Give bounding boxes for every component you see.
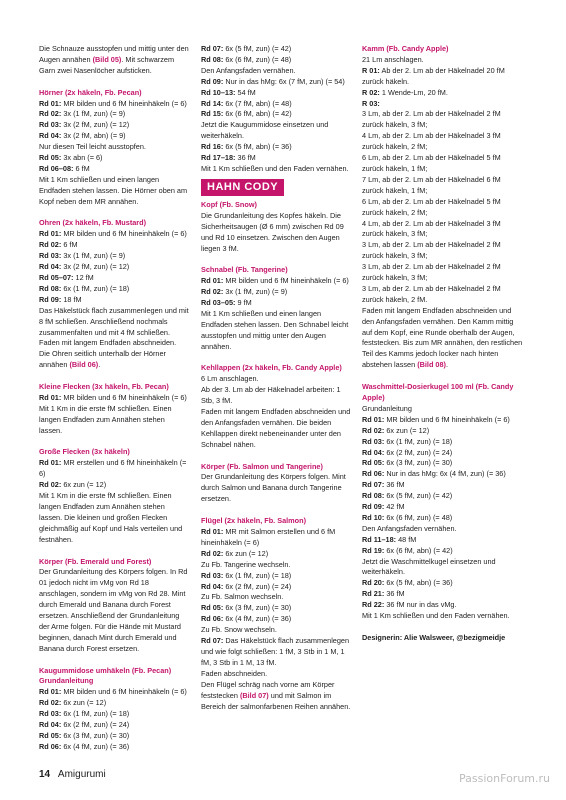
section-heading: Kamm (Fb. Candy Apple) bbox=[362, 44, 449, 53]
spacer bbox=[39, 208, 189, 219]
text-run: Der Grundanleitung des Körpers folgen. Mint durch Salmon und Banana durch Tangerine ersetzen. bbox=[201, 472, 346, 504]
text-run: Den Anfangsfaden vernähen. bbox=[201, 65, 296, 75]
round-instruction bbox=[362, 437, 524, 448]
round-text: 6x (6 fM, abn) (= 42) bbox=[386, 545, 453, 555]
round-label: Rd 01: bbox=[39, 229, 62, 239]
round-instruction bbox=[201, 287, 351, 298]
body-text bbox=[39, 567, 189, 654]
section-heading: Kaugummidose umhäkeln (Fb. Pecan) Grundanleitung bbox=[39, 665, 172, 686]
round-label: Rd 05: bbox=[39, 153, 62, 163]
round-text: 6x (1 fM, zun) (= 18) bbox=[63, 283, 130, 293]
spacer bbox=[39, 655, 189, 666]
round-label: Rd 08: bbox=[201, 54, 224, 64]
body-text bbox=[362, 557, 524, 579]
body-text bbox=[201, 472, 351, 505]
round-instruction bbox=[362, 415, 524, 426]
round-instruction bbox=[201, 614, 351, 625]
round-text: 3x (2 fM, zun) (= 12) bbox=[63, 262, 130, 272]
round-label: R 03: bbox=[362, 98, 380, 108]
round-text: 36 fM bbox=[237, 153, 256, 163]
round-label: R 01: bbox=[362, 65, 380, 75]
body-text bbox=[362, 404, 524, 415]
text-run: 3 Lm, ab der 2. Lm ab der Häkelnadel 2 fM zurück häkeln, 3 fM; bbox=[362, 240, 501, 261]
column-middle bbox=[201, 44, 351, 712]
round-label: Rd 04: bbox=[362, 447, 385, 457]
round-instruction bbox=[201, 276, 351, 287]
round-instruction bbox=[201, 44, 351, 55]
round-label: R 02: bbox=[362, 87, 380, 97]
round-text: 36 fM bbox=[386, 589, 405, 599]
text-run: Faden mit langem Endfaden abschneiden und den Anfangsfaden vernähen. Die beiden Kehllappen direkt nebeneinander unter den Schnabel nähen. bbox=[201, 407, 351, 449]
round-instruction bbox=[362, 589, 524, 600]
round-instruction bbox=[362, 448, 524, 459]
round-text: 3x (1 fM, zun) (= 9) bbox=[63, 109, 126, 119]
round-text: 6 fM bbox=[75, 163, 90, 173]
round-label: Rd 06: bbox=[39, 741, 62, 751]
body-text bbox=[201, 680, 351, 713]
body-text bbox=[39, 175, 189, 208]
round-label: Rd 09: bbox=[39, 294, 62, 304]
text-run: Den Anfangsfaden vernähen. bbox=[362, 523, 457, 533]
text-run: 21 Lm anschlagen. bbox=[362, 54, 424, 64]
body-text bbox=[39, 491, 189, 546]
round-label: Rd 10–13: bbox=[201, 87, 236, 97]
round-text: 6x (3 fM, zun) (= 30) bbox=[225, 603, 292, 613]
spacer bbox=[39, 77, 189, 88]
round-instruction bbox=[201, 582, 351, 593]
round-label: Rd 04: bbox=[39, 720, 62, 730]
round-instruction bbox=[39, 698, 189, 709]
round-instruction bbox=[362, 66, 524, 88]
designer-credit: Designerin: Alie Walsweer, @bezigmeidje bbox=[362, 632, 506, 642]
body-text bbox=[201, 407, 351, 451]
round-instruction bbox=[362, 469, 524, 480]
round-label: Rd 02: bbox=[201, 548, 224, 558]
round-label: Rd 07: bbox=[201, 44, 224, 53]
column-left bbox=[39, 44, 189, 753]
round-instruction bbox=[39, 109, 189, 120]
text-run: 7 Lm, ab der 2. Lm ab der Häkelnadel 6 fM zurück häkeln, 1 fM; bbox=[362, 174, 501, 195]
text-run: und mit Salmon im Bereich der salmonfarbenen Reihen annähen. bbox=[201, 690, 351, 711]
round-instruction bbox=[201, 55, 351, 66]
round-text: 6x (2 fM, zun) (= 24) bbox=[225, 581, 292, 591]
figure-reference: (Bild 06) bbox=[69, 360, 99, 370]
text-run: Zu Fb. Tangerine wechseln. bbox=[201, 559, 291, 569]
round-label: Rd 04: bbox=[39, 131, 62, 141]
round-label: Rd 02: bbox=[39, 698, 62, 708]
round-label: Rd 05: bbox=[362, 458, 385, 468]
round-instruction bbox=[39, 458, 189, 480]
section-heading: Flügel (2x häkeln, Fb. Salmon) bbox=[201, 516, 307, 526]
round-instruction bbox=[201, 603, 351, 614]
round-instruction bbox=[39, 131, 189, 142]
round-text: 6x (5 fM, zun) (= 42) bbox=[225, 44, 292, 53]
round-text: 6x (5 fM, zun) (= 42) bbox=[386, 491, 453, 501]
round-label: Rd 02: bbox=[39, 109, 62, 119]
round-label: Rd 06–08: bbox=[39, 163, 74, 173]
round-text: 3x (1 fM, zun) (= 9) bbox=[63, 251, 126, 261]
body-text bbox=[201, 164, 351, 175]
body-text bbox=[201, 560, 351, 571]
round-text: 48 fM bbox=[398, 534, 417, 544]
round-label: Rd 08: bbox=[362, 491, 385, 501]
round-label: Rd 01: bbox=[201, 527, 224, 536]
round-text: 6x (3 fM, zun) (= 30) bbox=[386, 458, 453, 468]
round-label: Rd 09: bbox=[362, 502, 385, 512]
round-label: Rd 02: bbox=[201, 287, 224, 297]
round-instruction bbox=[362, 600, 524, 611]
round-label: Rd 19: bbox=[362, 545, 385, 555]
round-label: Rd 01: bbox=[39, 458, 62, 468]
round-instruction bbox=[39, 240, 189, 251]
body-text bbox=[201, 625, 351, 636]
page-footer bbox=[39, 769, 106, 780]
spacer bbox=[39, 437, 189, 448]
spacer bbox=[201, 353, 351, 364]
round-text: 6x (4 fM, zun) (= 36) bbox=[63, 741, 130, 751]
round-label: Rd 14: bbox=[201, 98, 224, 108]
spacer bbox=[362, 622, 524, 633]
section-heading: Körper (Fb. Emerald und Forest) bbox=[39, 556, 152, 566]
body-text bbox=[362, 262, 524, 284]
magazine-name: Amigurumi bbox=[57, 769, 106, 780]
round-label: Rd 05–07: bbox=[39, 273, 74, 282]
round-text: 6x (6 fM, abn) (= 42) bbox=[225, 109, 292, 119]
round-label: Rd 03: bbox=[39, 120, 62, 130]
round-text: MR bilden und 6 fM hineinhäkeln (= 6) bbox=[63, 229, 187, 239]
round-text: MR mit Salmon erstellen und 6 fM hineinhäkeln (= 6) bbox=[201, 527, 336, 547]
round-label: Rd 02: bbox=[39, 480, 62, 490]
round-text: MR bilden und 6 fM hineinhäkeln (= 6) bbox=[63, 687, 187, 697]
body-text bbox=[201, 669, 351, 680]
text-run: Den Flügel schräg nach vorne am Körper feststecken bbox=[201, 679, 335, 700]
round-label: Rd 01: bbox=[39, 687, 62, 697]
round-instruction bbox=[362, 480, 524, 491]
round-instruction bbox=[362, 491, 524, 502]
round-text: 3x abn (= 6) bbox=[63, 153, 103, 163]
text-run: Mit 1 Km in die erste fM schließen. Einen langen Endfaden zum Annähen stehen lassen. Die kleinen und großen Flecken gleichmäßig auf Kopf und Hals verteilen und festnähen. bbox=[39, 491, 183, 544]
round-text: 12 fM bbox=[75, 273, 94, 282]
body-text bbox=[201, 309, 351, 353]
text-run: Faden mit langem Endfaden abschneiden und den Anfangsfaden vernähen. Den Kamm mittig auf dem Kopf, eine Runde oberhalb der Augen, feststecken. Bis zum MR annähen, den restlichen Teil des Kamms jedoch locker nach hinten abstehen lassen bbox=[362, 305, 523, 370]
round-text: MR bilden und 6 fM hineinhäkeln (= 6) bbox=[63, 98, 187, 108]
section-heading: Kopf (Fb. Snow) bbox=[201, 199, 257, 209]
body-text bbox=[362, 131, 524, 153]
body-text bbox=[201, 66, 351, 77]
body-text bbox=[362, 153, 524, 175]
round-instruction bbox=[39, 393, 189, 404]
body-text bbox=[362, 524, 524, 535]
body-text bbox=[201, 211, 351, 255]
round-text: 6x (3 fM, zun) (= 30) bbox=[63, 731, 130, 740]
body-text bbox=[201, 592, 351, 603]
round-instruction bbox=[39, 251, 189, 262]
text-run: 4 Lm, ab der 2. Lm ab der Häkelnadel 3 fM zurück häkeln, 2 fM; bbox=[362, 131, 501, 152]
round-instruction bbox=[201, 153, 351, 164]
round-text: 54 fM bbox=[237, 87, 256, 97]
body-text bbox=[362, 611, 524, 622]
round-label: Rd 20: bbox=[362, 578, 385, 588]
text-run: Mit 1 Km schließen und einen langen Endfaden stehen lassen. Die Hörner oben am Kopf neben dem MR annähen. bbox=[39, 174, 188, 206]
body-text bbox=[362, 197, 524, 219]
round-instruction bbox=[201, 636, 351, 669]
round-instruction bbox=[201, 99, 351, 110]
text-run: 4 Lm, ab der 2. Lm ab der Häkelnadel 3 fM zurück häkeln, 3 fM; bbox=[362, 218, 501, 239]
round-label: Rd 21: bbox=[362, 589, 385, 599]
round-instruction bbox=[201, 549, 351, 560]
round-label: Rd 05: bbox=[39, 731, 62, 740]
round-text: Nur in das hMg: 6x (4 fM, zun) (= 36) bbox=[386, 469, 506, 479]
text-run: 6 Lm, ab der 2. Lm ab der Häkelnadel 5 fM zurück häkeln, 2 fM; bbox=[362, 196, 501, 217]
round-instruction bbox=[201, 88, 351, 99]
round-label: Rd 16: bbox=[201, 142, 224, 152]
round-label: Rd 11–18: bbox=[362, 534, 397, 544]
round-instruction bbox=[39, 262, 189, 273]
round-text: 36 fM nur in das vMg. bbox=[386, 600, 457, 610]
body-text bbox=[362, 109, 524, 131]
round-text: MR bilden und 6 fM hineinhäkeln (= 6) bbox=[386, 414, 510, 424]
round-instruction bbox=[362, 513, 524, 524]
body-text bbox=[201, 385, 351, 407]
round-text: Ab der 2. Lm ab der Häkelnadel 20 fM zurück häkeln. bbox=[362, 65, 505, 86]
section-heading: Hörner (2x häkeln, Fb. Pecan) bbox=[39, 87, 142, 97]
round-instruction bbox=[39, 720, 189, 731]
round-text: 9 fM bbox=[237, 298, 252, 308]
text-run: Ab der 3. Lm ab der Häkelnadel arbeiten: 1 Stb, 3 fM. bbox=[201, 385, 341, 406]
figure-reference: (Bild 05) bbox=[92, 54, 122, 64]
round-instruction bbox=[201, 298, 351, 309]
text-run: Der Grundanleitung des Körpers folgen. In Rd 01 jedoch nicht im vMg von Rd 18 anschlagen, sondern im vMg von Rd 28. Mint durch Emerald und Banana durch Forest ersetzen. Anschließend der Grundanleitung der Arme folgen. Für die Hände mit Mustard beginnen, danach Mint durch Emerald und Banana durch Forest ersetzen. bbox=[39, 567, 188, 653]
round-instruction bbox=[39, 99, 189, 110]
round-instruction bbox=[362, 535, 524, 546]
spacer bbox=[39, 371, 189, 382]
section-heading: Waschmittel-Dosierkugel 100 ml (Fb. Candy Apple) bbox=[362, 382, 514, 402]
text-run: . bbox=[98, 360, 101, 370]
body-text bbox=[362, 284, 524, 306]
text-run: Mit 1 Km schließen und den Faden vernähen. bbox=[362, 611, 510, 621]
round-label: Rd 01: bbox=[362, 414, 385, 424]
text-run: Das Häkelstück flach zusammenlegen und mit 8 fM schließen. Anschließend nochmals zusammenfalten und mit 4 fM schließen. Faden mit langem Endfaden abschneiden. Die Ohren seitlich unterhalb der Hörner annähen bbox=[39, 305, 189, 370]
round-label: Rd 01: bbox=[39, 392, 62, 402]
body-text bbox=[362, 240, 524, 262]
round-label: Rd 02: bbox=[362, 425, 385, 435]
body-text bbox=[362, 306, 524, 371]
text-run: Zu Fb. Salmon wechseln. bbox=[201, 592, 284, 602]
round-label: Rd 03: bbox=[201, 570, 224, 580]
round-text: 6x zun (= 12) bbox=[225, 548, 269, 558]
section-heading: Kleine Flecken (3x häkeln, Fb. Pecan) bbox=[39, 382, 169, 392]
section-heading: Schnabel (Fb. Tangerine) bbox=[201, 265, 288, 275]
section-banner: HAHN CODY bbox=[201, 179, 284, 196]
text-run: Mit 1 Km in die erste fM schließen. Einen langen Endfaden zum Annähen stehen lassen. bbox=[39, 403, 172, 435]
round-text: 6x zun (= 12) bbox=[63, 480, 107, 490]
round-label: Rd 03: bbox=[39, 251, 62, 261]
round-instruction bbox=[39, 153, 189, 164]
text-run: Faden abschneiden. bbox=[201, 668, 268, 678]
round-label: Rd 10: bbox=[362, 512, 385, 522]
round-text: 6x (2 fM, zun) (= 24) bbox=[63, 720, 130, 730]
round-text: Nur in das hMg: 6x (7 fM, zun) (= 54) bbox=[225, 76, 345, 86]
round-label: Rd 06: bbox=[362, 469, 385, 479]
round-label: Rd 04: bbox=[201, 581, 224, 591]
round-instruction bbox=[201, 77, 351, 88]
round-text: 6x (5 fM, abn) (= 36) bbox=[225, 142, 292, 152]
round-text: 6x zun (= 12) bbox=[386, 425, 430, 435]
round-text: 42 fM bbox=[386, 502, 405, 512]
text-run: Zu Fb. Snow wechseln. bbox=[201, 625, 277, 635]
section-heading: Große Flecken (3x häkeln) bbox=[39, 447, 130, 457]
text-run: . Mit schwarzem Garn zwei Nasenlöcher aufsticken. bbox=[39, 54, 175, 75]
body-text bbox=[39, 44, 189, 77]
figure-reference: (Bild 07) bbox=[239, 690, 269, 700]
round-label: Rd 03: bbox=[362, 436, 385, 446]
section-heading: Kehllappen (2x häkeln, Fb. Candy Apple) bbox=[201, 363, 342, 373]
round-instruction bbox=[39, 742, 189, 753]
round-instruction bbox=[201, 142, 351, 153]
body-text bbox=[362, 219, 524, 241]
round-label: Rd 17–18: bbox=[201, 153, 236, 163]
text-run: Mit 1 Km schließen und einen langen Endfaden stehen lassen. Den Schnabel leicht ausstopfen und mittig unter den Augen annähen. bbox=[201, 308, 349, 351]
round-instruction bbox=[362, 546, 524, 557]
round-label: Rd 04: bbox=[39, 262, 62, 272]
round-label: Rd 07: bbox=[362, 480, 385, 490]
text-run: Nur diesen Teil leicht ausstopfen. bbox=[39, 142, 146, 152]
round-instruction bbox=[39, 731, 189, 742]
text-run: Die Schnauze ausstopfen und mittig unter den Augen annähen bbox=[39, 44, 189, 64]
round-label: Rd 07: bbox=[201, 636, 224, 646]
round-text: 3x (1 fM, zun) (= 9) bbox=[225, 287, 288, 297]
text-run: . bbox=[445, 360, 449, 370]
round-label: Rd 03: bbox=[39, 709, 62, 719]
round-text: 6x (2 fM, zun) (= 24) bbox=[386, 447, 453, 457]
watermark: PassionForum.ru bbox=[459, 772, 550, 785]
round-instruction bbox=[362, 426, 524, 437]
text-run: Jetzt die Kaugummidose einsetzen und weiterhäkeln. bbox=[201, 120, 329, 141]
round-text: 6x (4 fM, zun) (= 36) bbox=[225, 614, 292, 624]
spacer bbox=[201, 505, 351, 516]
figure-reference: (Bild 08) bbox=[417, 360, 446, 370]
round-instruction bbox=[39, 120, 189, 131]
round-text: 6x (1 fM, zun) (= 18) bbox=[225, 570, 292, 580]
round-instruction bbox=[39, 229, 189, 240]
round-instruction bbox=[39, 273, 189, 284]
round-label: Rd 15: bbox=[201, 109, 224, 119]
round-instruction bbox=[39, 164, 189, 175]
round-label: Rd 03–05: bbox=[201, 298, 236, 308]
round-label: Rd 01: bbox=[201, 276, 224, 286]
round-text: 6x (7 fM, abn) (= 48) bbox=[225, 98, 292, 108]
round-instruction bbox=[39, 687, 189, 698]
text-run: 3 Lm, ab der 2. Lm ab der Häkelnadel 2 fM zurück häkeln, 3 fM; bbox=[362, 262, 501, 283]
round-instruction bbox=[362, 99, 524, 110]
round-instruction bbox=[39, 295, 189, 306]
body-text bbox=[39, 404, 189, 437]
round-instruction bbox=[201, 571, 351, 582]
round-label: Rd 09: bbox=[201, 76, 224, 86]
text-run: Jetzt die Waschmittelkugel einsetzen und weiterhäkeln. bbox=[362, 556, 496, 577]
spacer bbox=[39, 546, 189, 557]
round-instruction bbox=[201, 109, 351, 120]
round-text: 6 fM bbox=[63, 240, 78, 250]
round-text: 6x (1 fM, zun) (= 18) bbox=[63, 709, 130, 719]
round-text: 6x zun (= 12) bbox=[63, 698, 107, 708]
round-text: 6x (1 fM, zun) (= 18) bbox=[386, 436, 453, 446]
body-text bbox=[362, 55, 524, 66]
round-text: 6x (5 fM, abn) (= 36) bbox=[386, 578, 453, 588]
spacer bbox=[362, 371, 524, 382]
body-text bbox=[39, 142, 189, 153]
round-instruction bbox=[362, 88, 524, 99]
round-label: Rd 08: bbox=[39, 283, 62, 293]
round-text: Das Häkelstück flach zusammenlegen und wie folgt schließen: 1 fM, 3 Stb in 1 M, 1 fM, 3 Stb in 1 M, 13 fM. bbox=[201, 636, 350, 667]
round-instruction bbox=[39, 480, 189, 491]
round-text: 18 fM bbox=[63, 294, 82, 304]
round-text: 3x (2 fM, abn) (= 9) bbox=[63, 131, 126, 141]
round-instruction bbox=[362, 458, 524, 469]
round-label: Rd 05: bbox=[201, 603, 224, 613]
round-text: 6x (6 fM, zun) (= 48) bbox=[386, 512, 453, 522]
round-text: 3x (2 fM, zun) (= 12) bbox=[63, 120, 130, 130]
round-instruction bbox=[362, 578, 524, 589]
round-instruction bbox=[39, 284, 189, 295]
round-label: Rd 01: bbox=[39, 98, 62, 108]
text-run: 3 Lm, ab der 2. Lm ab der Häkelnadel 2 fM zurück häkeln, 2 fM. bbox=[362, 283, 501, 304]
round-instruction bbox=[39, 709, 189, 720]
round-text: 1 Wende-Lm, 20 fM. bbox=[381, 87, 448, 97]
section-heading: Körper (Fb. Salmon und Tangerine) bbox=[201, 461, 323, 471]
round-instruction bbox=[201, 527, 351, 549]
body-text bbox=[201, 120, 351, 142]
round-text: MR erstellen und 6 fM hineinhäkeln (= 6) bbox=[39, 458, 187, 479]
text-run: 3 Lm, ab der 2. Lm ab der Häkelnadel 2 fM zurück häkeln, 3 fM; bbox=[362, 109, 501, 130]
spacer bbox=[201, 254, 351, 265]
section-heading: Ohren (2x häkeln, Fb. Mustard) bbox=[39, 218, 147, 228]
text-run: Die Grundanleitung des Kopfes häkeln. Die Sicherheitsaugen (Ø 6 mm) zwischen Rd 09 und Rd 10 einsetzen. Zwischen den Augen liegen 3 fM. bbox=[201, 210, 344, 253]
spacer bbox=[201, 451, 351, 462]
text-run: Mit 1 Km schließen und den Faden vernähen. bbox=[201, 163, 349, 173]
page-number: 14 bbox=[39, 769, 51, 780]
body-text bbox=[39, 306, 189, 371]
text-run: 6 Lm anschlagen. bbox=[201, 374, 259, 384]
column-right bbox=[362, 44, 524, 644]
round-label: Rd 06: bbox=[201, 614, 224, 624]
round-label: Rd 22: bbox=[362, 600, 385, 610]
text-run: Grundanleitung bbox=[362, 403, 412, 413]
round-instruction bbox=[362, 502, 524, 513]
text-run: 6 Lm, ab der 2. Lm ab der Häkelnadel 5 fM zurück häkeln, 1 fM; bbox=[362, 153, 501, 173]
round-text: 6x (6 fM, zun) (= 48) bbox=[225, 54, 292, 64]
body-text bbox=[362, 175, 524, 197]
round-label: Rd 02: bbox=[39, 240, 62, 250]
body-text bbox=[201, 374, 351, 385]
round-text: MR bilden und 6 fM hineinhäkeln (= 6) bbox=[63, 392, 187, 402]
round-text: 36 fM bbox=[386, 480, 405, 490]
round-text: MR bilden und 6 fM hineinhäkeln (= 6) bbox=[225, 276, 349, 286]
